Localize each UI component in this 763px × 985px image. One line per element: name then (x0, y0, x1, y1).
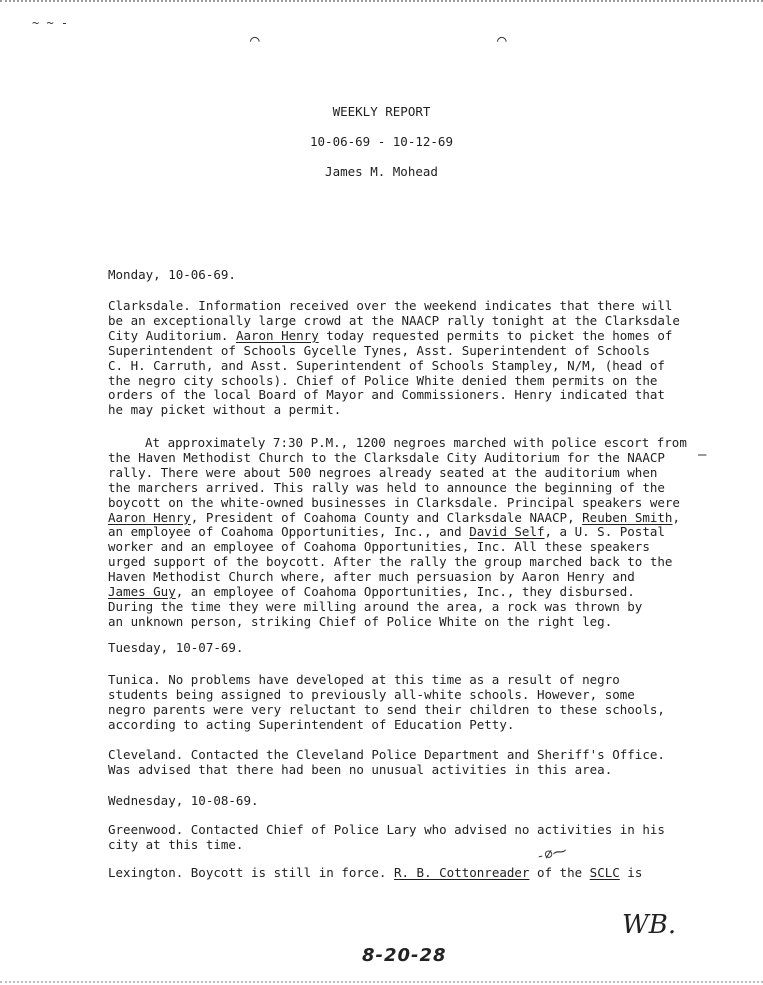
name-underlined: Aaron Henry (108, 509, 191, 525)
text-line: Haven Methodist Church where, after much persuasion by Aaron Henry and (108, 569, 635, 585)
text-line: worker and an employee of Coahoma Opportunities, Inc. All these speakers (108, 539, 650, 555)
text-line: orders of the local Board of Mayor and Commissioners. Henry indicated that (108, 387, 665, 403)
paragraph-greenwood (108, 823, 665, 853)
text-line: Greenwood. Contacted Chief of Police Lary who advised no activities in his (108, 822, 665, 837)
text-line: C. H. Carruth, and Asst. Superintendent of Schools Stampley, N/M, (head of (108, 357, 665, 373)
text-line: boycott on the white-owned businesses in Clarksdale. Principal speakers were (108, 494, 680, 510)
bottom-perforation (0, 978, 763, 983)
handwritten-flourish: -⌀⁓ (534, 842, 569, 866)
text-line: negro parents were very reluctant to send their children to these schools, (108, 701, 665, 717)
text-line: Clarksdale. Information received over the weekend indicates that there will (108, 298, 673, 313)
text-line: urged support of the boycott. After the rally the group marched back to the (108, 554, 673, 570)
handwritten-file-number: 8-20-28 (362, 945, 447, 966)
text-line: rally. There were about 500 negroes already seated at the auditorium when (108, 464, 658, 480)
text-line: Cleveland. Contacted the Cleveland Police Department and Sheriff's Office. (108, 747, 665, 762)
acronym-underlined: SCLC (589, 865, 620, 880)
text-line: During the time they were milling around the area, a rock was thrown by (108, 598, 643, 614)
name-underlined: James Guy (108, 584, 176, 600)
date-monday: Monday, 10-06-69. (108, 267, 236, 282)
text-line: the Haven Methodist Church to the Clarksdale City Auditorium for the NAACP (108, 449, 665, 465)
paragraph-clarksdale-1 (108, 299, 680, 418)
text-line: Aaron Henry, President of Coahoma County and Clarksdale NAACP, Reuben Smith, (108, 509, 680, 525)
text-line: an employee of Coahoma Opportunities, Inc., and David Self, a U. S. Postal (108, 524, 665, 540)
corner-mark: ~ ~ - (32, 16, 69, 30)
text-line: an unknown person, striking Chief of Police White on the right leg. (108, 613, 613, 629)
date-tuesday: Tuesday, 10-07-69. (108, 640, 244, 655)
report-title: WEEKLY REPORT (332, 104, 431, 119)
text-line: Tunica. No problems have developed at this time as a result of negro (108, 672, 620, 687)
text-line: according to acting Superintendent of Education Petty. (108, 716, 515, 732)
name-underlined: David Self (469, 524, 545, 540)
text-line: students being assigned to previously all-white schools. However, some (108, 686, 635, 702)
handwritten-initials: WB. (622, 910, 677, 940)
text-line: be an exceptionally large crowd at the NAACP rally tonight at the Clarksdale (108, 312, 680, 328)
text-line: City Auditorium. Aaron Henry today requested permits to picket the homes of (108, 327, 673, 343)
margin-dash: — (698, 447, 707, 463)
name-underlined: Reuben Smith (582, 509, 673, 525)
text-line: At approximately 7:30 P.M., 1200 negroes marched with police escort from (145, 435, 687, 450)
text-line: Lexington. Boycott is still in force. R. B. Cottonreader of the SCLC is (108, 865, 643, 880)
name-underlined: Aaron Henry (235, 327, 319, 343)
text-line: he may picket without a permit. (108, 402, 342, 418)
text-line: the marchers arrived. This rally was held to announce the beginning of the (108, 479, 665, 495)
paragraph-clarksdale-2 (108, 436, 687, 630)
paragraph-cleveland (108, 748, 665, 778)
punch-mark-left: ⌒ (250, 30, 260, 49)
punch-mark-right: ⌒ (497, 30, 507, 49)
name-underlined: R. B. Cottonreader (393, 865, 530, 880)
text-line: Was advised that there had been no unusual activities in this area. (108, 761, 613, 777)
report-author: James M. Mohead (325, 164, 438, 179)
report-dates: 10-06-69 - 10-12-69 (310, 134, 453, 149)
text-line: the negro city schools). Chief of Police White denied them permits on the (108, 372, 658, 388)
text-line: city at this time. (108, 836, 244, 852)
text-line: James Guy, an employee of Coahoma Opportunities, Inc., they disbursed. (108, 584, 635, 600)
text-line: Superintendent of Schools Gycelle Tynes, Asst. Superintendent of Schools (108, 342, 650, 358)
paragraph-lexington (108, 866, 642, 881)
paragraph-tunica (108, 673, 665, 733)
date-wednesday: Wednesday, 10-08-69. (108, 793, 259, 808)
top-perforation (0, 0, 763, 6)
